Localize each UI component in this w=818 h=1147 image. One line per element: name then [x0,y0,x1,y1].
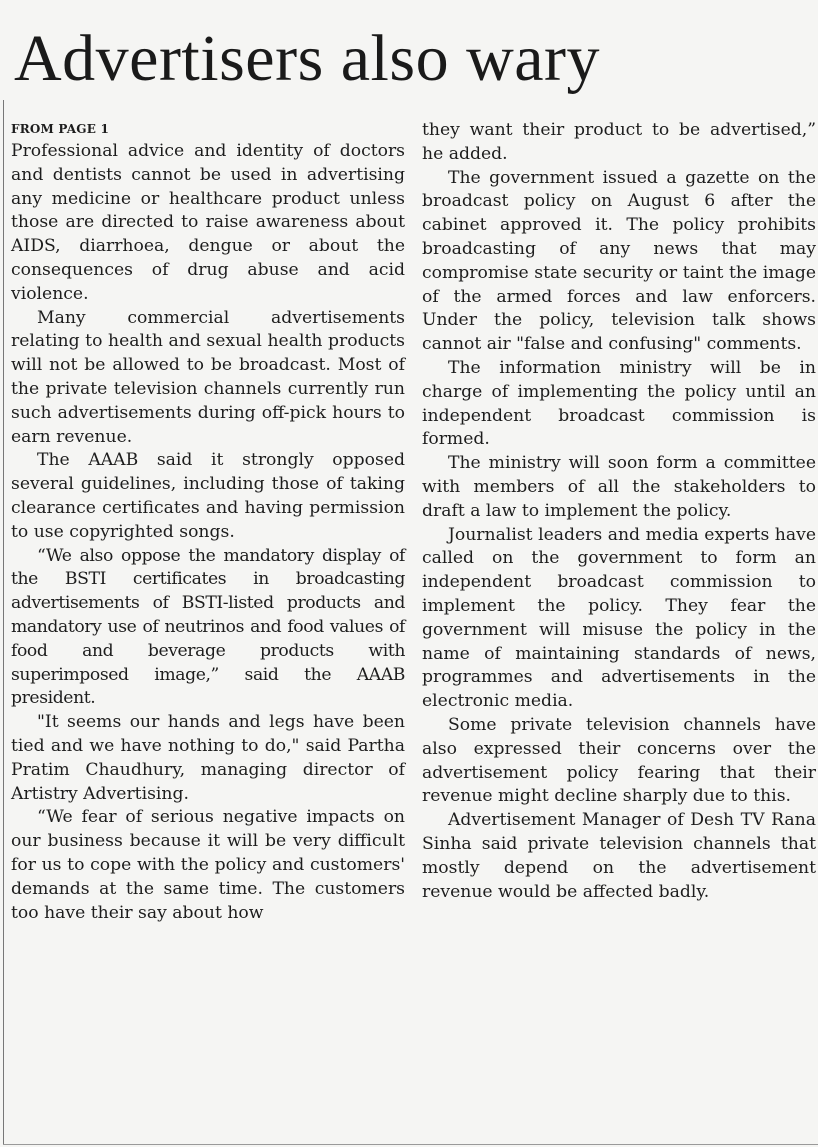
paragraph: The information ministry will be in charge of implementing the policy until an independent broadcast commission is formed. [422,357,816,450]
paragraph: The AAAB said it strongly opposed several guidelines, including those of taking clearance certificates and having permission to use copyrighted songs. [11,450,405,542]
paragraph: "It seems our hands and legs have been tied and we have nothing to do," said Partha Pratim Chaudhury, managing director of Artistry Advertising. [11,712,405,804]
kicker: FROM PAGE 1 [11,122,109,136]
paragraph: The ministry will soon form a committee with members of all the stakeholders to draft a law to implement the policy. [422,453,816,521]
paragraph: Professional advice and identity of doctors and dentists cannot be used in advertising any medicine or healthcare product unless those are directed to raise awareness about AIDS, diarrhoea, dengue or about the consequences of drug abuse and acid violence. [11,141,405,304]
paragraph: they want their product to be advertised,” he added. [422,120,816,164]
column-frame-left [3,100,4,1145]
left-column [11,118,405,925]
paragraph: Many commercial advertisements relating to health and sexual health products will not be allowed to be broadcast. Most of the private television channels currently run such advertisements during off-pick hours to earn revenue. [11,307,405,447]
paragraph: Advertisement Manager of Desh TV Rana Sinha said private television channels that mostly depend on the advertisement revenue would be affected badly. [422,810,816,902]
headline: Advertisers also wary [14,22,601,95]
paragraph: The government issued a gazette on the broadcast policy on August 6 after the cabinet approved it. The policy prohibits broadcasting of any news that may compromise state security or taint the image of the armed forces and law enforcers. Under the policy, television talk shows cannot air "false and confusing" comments. [422,167,816,355]
paragraph: Some private television channels have also expressed their concerns over the advertisement policy fearing that their revenue might decline sharply due to this. [422,714,816,807]
paragraph: “We fear of serious negative impacts on our business because it will be very difficult for us to cope with the policy and customers' demands at the same time. The customers too have their say about how [11,807,405,923]
column-frame-bottom [3,1144,818,1145]
paragraph: Journalist leaders and media experts have called on the government to form an independent broadcast commission to implement the policy. They fear the government will misuse the policy in the name of maintaining standards of news, programmes and advertisements in the electronic media. [422,524,816,712]
paragraph: “We also oppose the mandatory display of the BSTI certificates in broadcasting advertisements of BSTI-listed products and mandatory use of neutrinos and food values of food and beverage products with superimposed image,” said the AAAB president. [11,545,405,709]
right-column [422,119,816,904]
